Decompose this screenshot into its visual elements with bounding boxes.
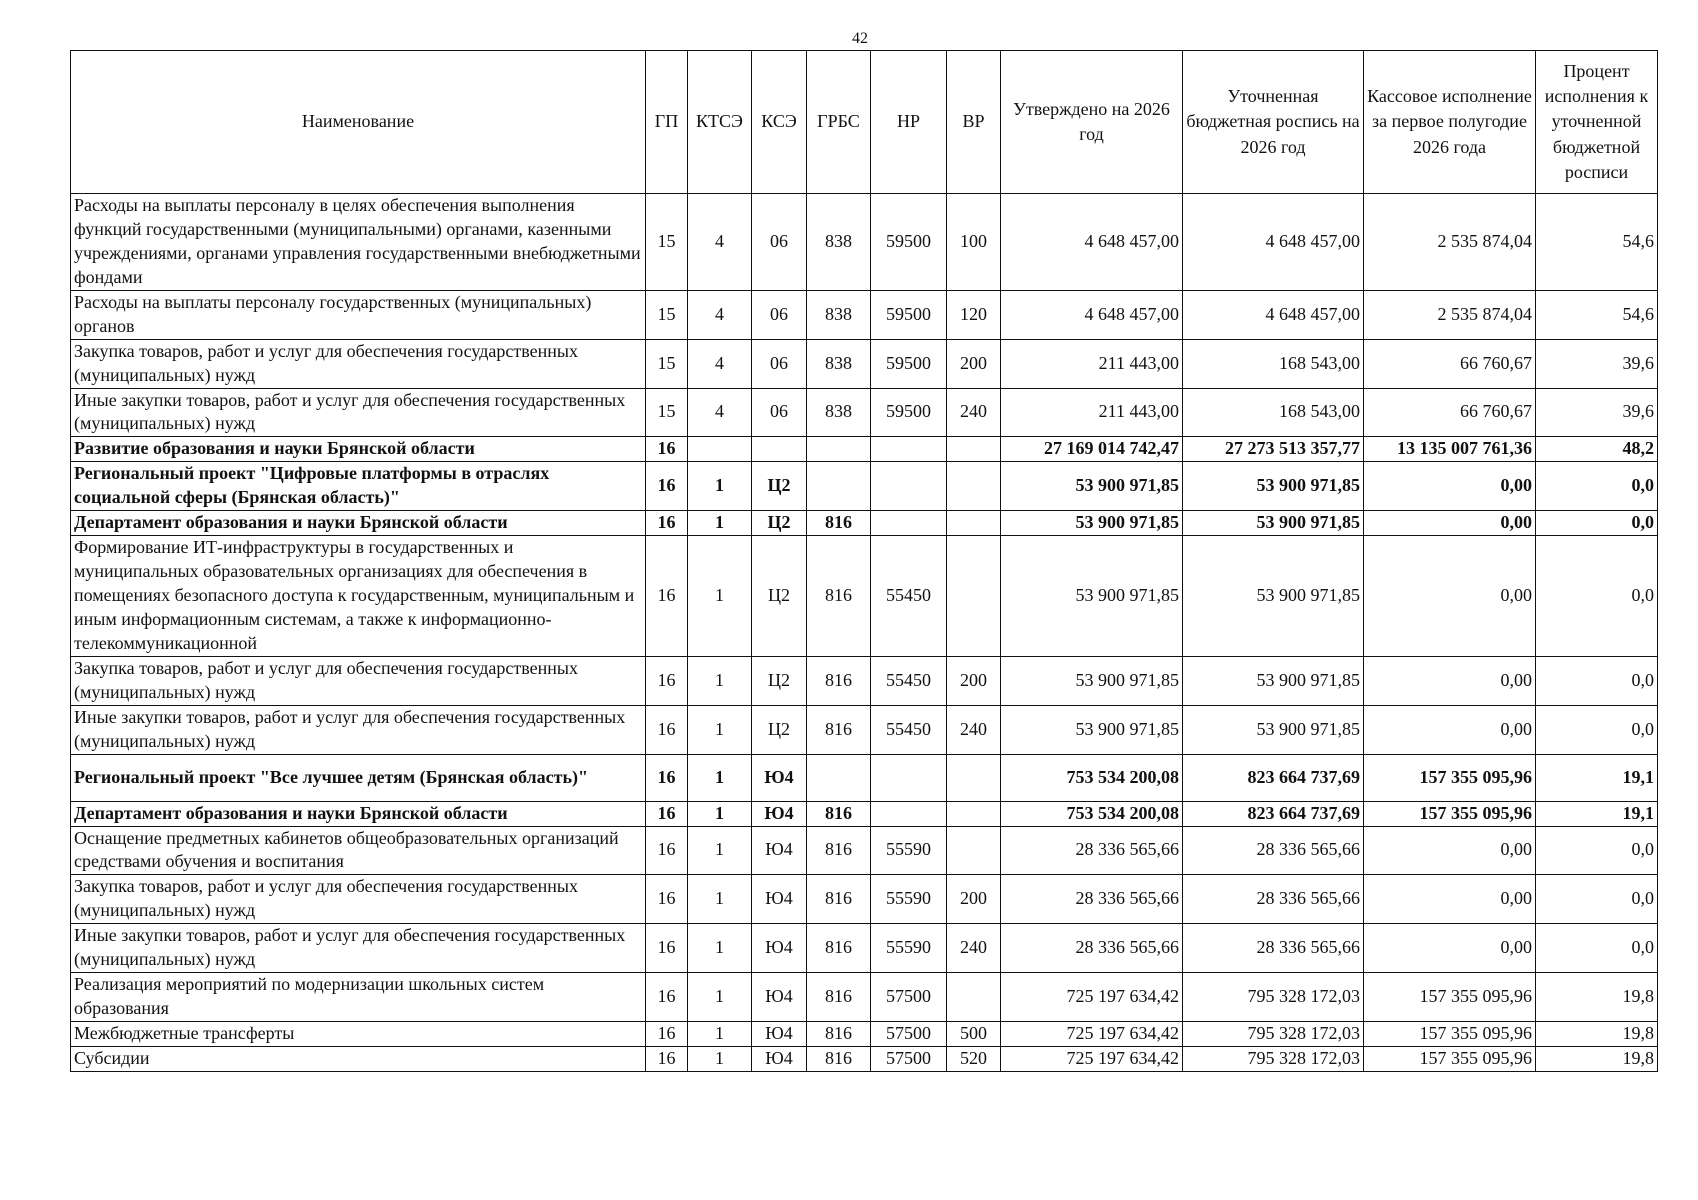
header-gp: ГП: [646, 51, 688, 194]
cell-percent: 0,0: [1536, 826, 1658, 875]
cell-approved: 53 900 971,85: [1001, 511, 1183, 536]
table-row: [71, 973, 1658, 1022]
table-row: [71, 924, 1658, 973]
header-percent: Процент исполнения к уточненной бюджетной росписи: [1536, 51, 1658, 194]
cell-gp: 16: [646, 973, 688, 1022]
cell-vr: [947, 754, 1001, 801]
cell-approved: 28 336 565,66: [1001, 875, 1183, 924]
cell-nr: 55590: [871, 924, 947, 973]
header-kse: КСЭ: [752, 51, 807, 194]
cell-percent: 0,0: [1536, 462, 1658, 511]
cell-vr: 200: [947, 339, 1001, 388]
table-row: [71, 290, 1658, 339]
table-row: [71, 511, 1658, 536]
cell-vr: 100: [947, 194, 1001, 291]
cell-vr: 240: [947, 388, 1001, 437]
cell-refined: 795 328 172,03: [1183, 973, 1364, 1022]
header-name: Наименование: [71, 51, 646, 194]
cell-nr: [871, 754, 947, 801]
cell-nr: 55590: [871, 875, 947, 924]
cell-refined: 823 664 737,69: [1183, 754, 1364, 801]
cell-vr: 500: [947, 1022, 1001, 1047]
cell-approved: 4 648 457,00: [1001, 194, 1183, 291]
table-row: [71, 656, 1658, 705]
cell-cash: 66 760,67: [1364, 388, 1536, 437]
cell-kse: 06: [752, 388, 807, 437]
cell-cash: 2 535 874,04: [1364, 290, 1536, 339]
cell-kse: Ю4: [752, 973, 807, 1022]
cell-vr: [947, 462, 1001, 511]
cell-kse: Ю4: [752, 1046, 807, 1071]
cell-kse: Ц2: [752, 705, 807, 754]
cell-kse: Ю4: [752, 1022, 807, 1047]
cell-gp: 16: [646, 924, 688, 973]
cell-name: Закупка товаров, работ и услуг для обеспечения государственных (муниципальных) нужд: [71, 875, 646, 924]
cell-grbs: [807, 462, 871, 511]
cell-gp: 16: [646, 875, 688, 924]
cell-grbs: [807, 437, 871, 462]
cell-ktse: 1: [688, 1022, 752, 1047]
table-row: [71, 826, 1658, 875]
cell-name: Расходы на выплаты персоналу государственных (муниципальных) органов: [71, 290, 646, 339]
cell-kse: Ц2: [752, 656, 807, 705]
table-row: [71, 1046, 1658, 1071]
cell-nr: 59500: [871, 388, 947, 437]
cell-ktse: 4: [688, 388, 752, 437]
cell-grbs: 816: [807, 1046, 871, 1071]
cell-gp: 16: [646, 1022, 688, 1047]
cell-approved: 753 534 200,08: [1001, 801, 1183, 826]
cell-vr: 120: [947, 290, 1001, 339]
table-row: [71, 875, 1658, 924]
cell-kse: Ю4: [752, 924, 807, 973]
cell-refined: 4 648 457,00: [1183, 290, 1364, 339]
cell-kse: [752, 437, 807, 462]
cell-vr: [947, 826, 1001, 875]
cell-ktse: 1: [688, 511, 752, 536]
cell-vr: [947, 536, 1001, 657]
cell-gp: 16: [646, 754, 688, 801]
header-nr: НР: [871, 51, 947, 194]
budget-table: [70, 50, 1658, 1072]
cell-approved: 4 648 457,00: [1001, 290, 1183, 339]
cell-percent: 0,0: [1536, 924, 1658, 973]
cell-ktse: [688, 437, 752, 462]
cell-approved: 53 900 971,85: [1001, 536, 1183, 657]
cell-nr: [871, 511, 947, 536]
cell-name: Оснащение предметных кабинетов общеобразовательных организаций средствами обучения и воспитания: [71, 826, 646, 875]
cell-approved: 53 900 971,85: [1001, 705, 1183, 754]
cell-ktse: 4: [688, 339, 752, 388]
cell-refined: 795 328 172,03: [1183, 1046, 1364, 1071]
header-grbs: ГРБС: [807, 51, 871, 194]
table-row: [71, 194, 1658, 291]
cell-refined: 53 900 971,85: [1183, 511, 1364, 536]
cell-approved: 53 900 971,85: [1001, 656, 1183, 705]
cell-ktse: 1: [688, 1046, 752, 1071]
cell-refined: 28 336 565,66: [1183, 924, 1364, 973]
cell-cash: 157 355 095,96: [1364, 801, 1536, 826]
cell-approved: 53 900 971,85: [1001, 462, 1183, 511]
cell-cash: 0,00: [1364, 511, 1536, 536]
cell-vr: [947, 801, 1001, 826]
cell-gp: 16: [646, 705, 688, 754]
cell-ktse: 1: [688, 705, 752, 754]
cell-cash: 157 355 095,96: [1364, 1022, 1536, 1047]
cell-name: Межбюджетные трансферты: [71, 1022, 646, 1047]
cell-gp: 15: [646, 339, 688, 388]
cell-name: Развитие образования и науки Брянской области: [71, 437, 646, 462]
cell-kse: Ю4: [752, 826, 807, 875]
cell-percent: 19,8: [1536, 1046, 1658, 1071]
cell-grbs: 816: [807, 511, 871, 536]
cell-kse: 06: [752, 194, 807, 291]
cell-gp: 16: [646, 826, 688, 875]
cell-grbs: 816: [807, 536, 871, 657]
cell-approved: 211 443,00: [1001, 388, 1183, 437]
cell-name: Закупка товаров, работ и услуг для обеспечения государственных (муниципальных) нужд: [71, 339, 646, 388]
table-row: [71, 462, 1658, 511]
cell-approved: 28 336 565,66: [1001, 924, 1183, 973]
cell-nr: [871, 437, 947, 462]
cell-nr: 59500: [871, 290, 947, 339]
cell-grbs: 816: [807, 875, 871, 924]
cell-grbs: 816: [807, 656, 871, 705]
header-ktse: КТСЭ: [688, 51, 752, 194]
cell-gp: 15: [646, 290, 688, 339]
cell-refined: 53 900 971,85: [1183, 656, 1364, 705]
cell-percent: 39,6: [1536, 388, 1658, 437]
cell-ktse: 1: [688, 973, 752, 1022]
cell-refined: 823 664 737,69: [1183, 801, 1364, 826]
header-row: [71, 51, 1658, 194]
cell-ktse: 1: [688, 801, 752, 826]
cell-name: Реализация мероприятий по модернизации школьных систем образования: [71, 973, 646, 1022]
cell-cash: 0,00: [1364, 536, 1536, 657]
cell-ktse: 1: [688, 754, 752, 801]
cell-grbs: 838: [807, 388, 871, 437]
cell-ktse: 4: [688, 290, 752, 339]
cell-kse: Ю4: [752, 801, 807, 826]
cell-cash: 0,00: [1364, 705, 1536, 754]
cell-percent: 0,0: [1536, 705, 1658, 754]
cell-grbs: 816: [807, 924, 871, 973]
cell-grbs: 838: [807, 339, 871, 388]
cell-cash: 157 355 095,96: [1364, 754, 1536, 801]
cell-ktse: 1: [688, 875, 752, 924]
cell-name: Закупка товаров, работ и услуг для обеспечения государственных (муниципальных) нужд: [71, 656, 646, 705]
cell-approved: 753 534 200,08: [1001, 754, 1183, 801]
cell-grbs: 816: [807, 1022, 871, 1047]
cell-name: Иные закупки товаров, работ и услуг для обеспечения государственных (муниципальных) нужд: [71, 388, 646, 437]
cell-cash: 157 355 095,96: [1364, 1046, 1536, 1071]
cell-gp: 16: [646, 462, 688, 511]
cell-name: Иные закупки товаров, работ и услуг для обеспечения государственных (муниципальных) нужд: [71, 705, 646, 754]
cell-gp: 16: [646, 437, 688, 462]
cell-cash: 13 135 007 761,36: [1364, 437, 1536, 462]
cell-name: Расходы на выплаты персоналу в целях обеспечения выполнения функций государственными (муниципальными) органами, казенными учреждениями, органами управления государственными внебюджетными фондами: [71, 194, 646, 291]
cell-cash: 0,00: [1364, 826, 1536, 875]
cell-vr: [947, 437, 1001, 462]
cell-percent: 19,1: [1536, 801, 1658, 826]
cell-approved: 27 169 014 742,47: [1001, 437, 1183, 462]
cell-gp: 15: [646, 388, 688, 437]
cell-grbs: 816: [807, 801, 871, 826]
cell-nr: 57500: [871, 1046, 947, 1071]
cell-grbs: [807, 754, 871, 801]
cell-name: Департамент образования и науки Брянской области: [71, 801, 646, 826]
cell-kse: 06: [752, 290, 807, 339]
cell-nr: 55450: [871, 705, 947, 754]
cell-vr: 200: [947, 656, 1001, 705]
cell-nr: 57500: [871, 1022, 947, 1047]
cell-vr: 200: [947, 875, 1001, 924]
cell-cash: 0,00: [1364, 924, 1536, 973]
cell-percent: 54,6: [1536, 290, 1658, 339]
cell-nr: 59500: [871, 339, 947, 388]
cell-approved: 211 443,00: [1001, 339, 1183, 388]
cell-percent: 0,0: [1536, 656, 1658, 705]
cell-percent: 19,8: [1536, 1022, 1658, 1047]
header-vr: ВР: [947, 51, 1001, 194]
cell-approved: 725 197 634,42: [1001, 1046, 1183, 1071]
table-row: [71, 1022, 1658, 1047]
cell-refined: 168 543,00: [1183, 388, 1364, 437]
cell-approved: 725 197 634,42: [1001, 1022, 1183, 1047]
cell-ktse: 4: [688, 194, 752, 291]
table-row: [71, 754, 1658, 801]
cell-refined: 53 900 971,85: [1183, 536, 1364, 657]
cell-percent: 0,0: [1536, 875, 1658, 924]
cell-nr: [871, 462, 947, 511]
cell-gp: 16: [646, 511, 688, 536]
cell-cash: 0,00: [1364, 462, 1536, 511]
cell-cash: 0,00: [1364, 875, 1536, 924]
cell-gp: 16: [646, 1046, 688, 1071]
cell-nr: 59500: [871, 194, 947, 291]
cell-refined: 53 900 971,85: [1183, 462, 1364, 511]
cell-percent: 54,6: [1536, 194, 1658, 291]
cell-name: Иные закупки товаров, работ и услуг для обеспечения государственных (муниципальных) нужд: [71, 924, 646, 973]
cell-nr: 55590: [871, 826, 947, 875]
cell-nr: 55450: [871, 536, 947, 657]
cell-percent: 0,0: [1536, 511, 1658, 536]
cell-gp: 15: [646, 194, 688, 291]
cell-refined: 53 900 971,85: [1183, 705, 1364, 754]
cell-percent: 39,6: [1536, 339, 1658, 388]
cell-grbs: 816: [807, 705, 871, 754]
cell-cash: 2 535 874,04: [1364, 194, 1536, 291]
cell-kse: Ц2: [752, 536, 807, 657]
cell-ktse: 1: [688, 924, 752, 973]
cell-kse: Ю4: [752, 754, 807, 801]
cell-cash: 0,00: [1364, 656, 1536, 705]
cell-name: Региональный проект "Все лучшее детям (Брянская область)": [71, 754, 646, 801]
cell-ktse: 1: [688, 656, 752, 705]
cell-kse: Ц2: [752, 462, 807, 511]
cell-vr: 240: [947, 924, 1001, 973]
cell-grbs: 816: [807, 973, 871, 1022]
table-row: [71, 801, 1658, 826]
cell-vr: 520: [947, 1046, 1001, 1071]
cell-refined: 168 543,00: [1183, 339, 1364, 388]
cell-kse: Ю4: [752, 875, 807, 924]
table-row: [71, 388, 1658, 437]
cell-name: Субсидии: [71, 1046, 646, 1071]
cell-approved: 28 336 565,66: [1001, 826, 1183, 875]
cell-vr: 240: [947, 705, 1001, 754]
header-cash: Кассовое исполнение за первое полугодие 2026 года: [1364, 51, 1536, 194]
cell-kse: Ц2: [752, 511, 807, 536]
header-refined: Уточненная бюджетная роспись на 2026 год: [1183, 51, 1364, 194]
cell-refined: 4 648 457,00: [1183, 194, 1364, 291]
cell-grbs: 838: [807, 290, 871, 339]
cell-nr: [871, 801, 947, 826]
cell-refined: 28 336 565,66: [1183, 875, 1364, 924]
cell-refined: 28 336 565,66: [1183, 826, 1364, 875]
cell-ktse: 1: [688, 462, 752, 511]
cell-name: Формирование ИТ-инфраструктуры в государственных и муниципальных образовательных организациях для обеспечения в помещениях безопасного доступа к государственным, муниципальным и иным информационным системам, а также к информационно-телекоммуникационной: [71, 536, 646, 657]
cell-name: Департамент образования и науки Брянской области: [71, 511, 646, 536]
cell-ktse: 1: [688, 826, 752, 875]
cell-refined: 795 328 172,03: [1183, 1022, 1364, 1047]
cell-grbs: 816: [807, 826, 871, 875]
cell-name: Региональный проект "Цифровые платформы в отраслях социальной сферы (Брянская область)": [71, 462, 646, 511]
cell-percent: 48,2: [1536, 437, 1658, 462]
cell-gp: 16: [646, 801, 688, 826]
table-row: [71, 437, 1658, 462]
cell-percent: 19,8: [1536, 973, 1658, 1022]
cell-nr: 57500: [871, 973, 947, 1022]
cell-gp: 16: [646, 536, 688, 657]
cell-gp: 16: [646, 656, 688, 705]
cell-ktse: 1: [688, 536, 752, 657]
cell-percent: 19,1: [1536, 754, 1658, 801]
cell-vr: [947, 511, 1001, 536]
cell-vr: [947, 973, 1001, 1022]
page-number: 42: [852, 30, 868, 47]
cell-refined: 27 273 513 357,77: [1183, 437, 1364, 462]
cell-cash: 66 760,67: [1364, 339, 1536, 388]
table-body: [71, 194, 1658, 1072]
cell-approved: 725 197 634,42: [1001, 973, 1183, 1022]
table-row: [71, 339, 1658, 388]
table-row: [71, 705, 1658, 754]
cell-nr: 55450: [871, 656, 947, 705]
cell-grbs: 838: [807, 194, 871, 291]
cell-percent: 0,0: [1536, 536, 1658, 657]
table-row: [71, 536, 1658, 657]
cell-kse: 06: [752, 339, 807, 388]
header-approved: Утверждено на 2026 год: [1001, 51, 1183, 194]
cell-cash: 157 355 095,96: [1364, 973, 1536, 1022]
